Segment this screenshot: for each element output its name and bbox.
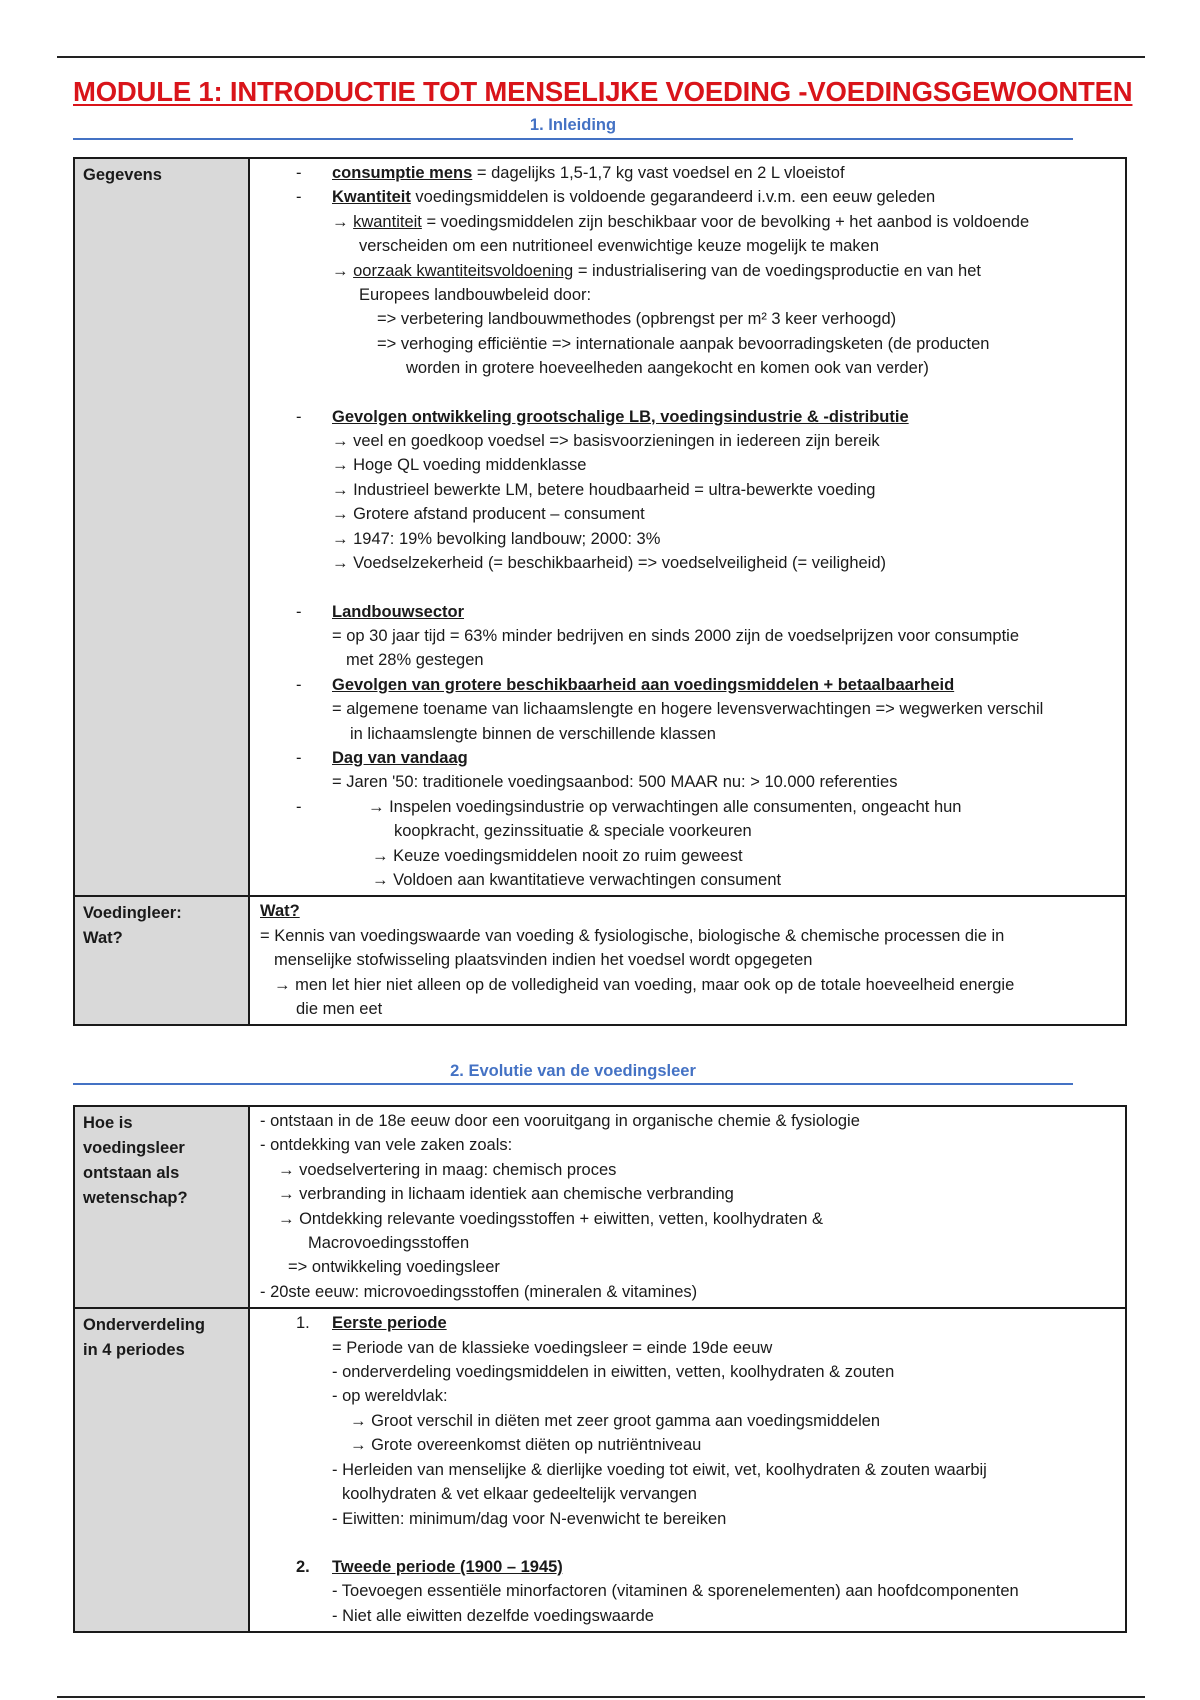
row-label-voedingleer: Voedingleer: Wat? xyxy=(74,896,249,1025)
section-underline xyxy=(73,1083,1073,1085)
arrow-icon: → xyxy=(332,554,349,573)
list-item: → Voedselzekerheid (= beschikbaarheid) => voedselveiligheid (= veiligheid) xyxy=(332,554,887,573)
ontstaan-content xyxy=(249,1106,1126,1308)
arrow-icon: → xyxy=(278,1160,295,1179)
top-rule xyxy=(57,56,1145,58)
list-item-cont: koopkracht, gezinssituatie & speciale voorkeuren xyxy=(394,822,752,841)
list-item: = op 30 jaar tijd = 63% minder bedrijven en sinds 2000 zijn de voedselprijzen voor consumptie xyxy=(332,626,1019,645)
list-item: = algemene toename van lichaamslengte en hogere levensverwachtingen => wegwerken verschil xyxy=(332,700,1044,719)
list-item: => ontwikkeling voedingsleer xyxy=(288,1258,500,1277)
list-item: → oorzaak kwantiteitsvoldoening = industrialisering van de voedingsproductie en van het xyxy=(332,261,981,280)
list-item: → Grote overeenkomst diëten op nutriëntniveau xyxy=(350,1436,702,1455)
arrow-icon: → xyxy=(332,529,349,548)
arrow-icon: → xyxy=(332,480,349,499)
bottom-rule xyxy=(57,1696,1145,1698)
list-item: → voedselvertering in maag: chemisch proces xyxy=(278,1160,617,1179)
list-item: = Jaren '50: traditionele voedingsaanbod: 500 MAAR nu: > 10.000 referenties xyxy=(332,773,898,792)
arrow-icon: → xyxy=(332,212,349,231)
list-item-cont: verscheiden om een nutritioneel evenwichtige keuze mogelijk te maken xyxy=(359,237,880,256)
list-item: → Industrieel bewerkte LM, betere houdbaarheid = ultra-bewerkte voeding xyxy=(332,480,876,499)
row-label-gegevens: Gegevens xyxy=(74,158,249,896)
list-item: → Ontdekking relevante voedingsstoffen + eiwitten, vetten, koolhydraten & xyxy=(278,1209,823,1228)
list-item-cont: die men eet xyxy=(296,1000,383,1018)
list-item: - ontdekking van vele zaken zoals: xyxy=(260,1136,513,1155)
voedingleer-content xyxy=(249,896,1126,1025)
onderverdeling-content xyxy=(249,1308,1126,1632)
list-item: - Toevoegen essentiële minorfactoren (vitaminen & sporenelementen) aan hoofdcomponenten xyxy=(332,1582,1019,1601)
list-item: 1. Eerste periode xyxy=(296,1314,447,1333)
list-item-cont: in lichaamslengte binnen de verschillende klassen xyxy=(350,724,716,743)
list-item: - op wereldvlak: xyxy=(332,1387,448,1406)
list-item: → Grotere afstand producent – consument xyxy=(332,505,645,524)
list-item: → Voldoen aan kwantitatieve verwachtingen consument xyxy=(372,870,782,889)
list-item: - 20ste eeuw: microvoedingsstoffen (mineralen & vitamines) xyxy=(260,1282,698,1301)
list-item: → men let hier niet alleen op de volledigheid van voeding, maar ook op de totale hoeveelheid energie xyxy=(274,975,1015,994)
section-title-evolutie: 2. Evolutie van de voedingsleer xyxy=(450,1062,696,1080)
list-item: → veel en goedkoop voedsel => basisvoorzieningen in iedereen zijn bereik xyxy=(332,432,880,451)
list-item: → 1947: 19% bevolking landbouw; 2000: 3% xyxy=(332,529,661,548)
list-item: - onderverdeling voedingsmiddelen in eiwitten, vetten, koolhydraten & zouten xyxy=(332,1363,895,1382)
list-item-cont: Macrovoedingsstoffen xyxy=(308,1234,470,1253)
list-item: - Landbouwsector xyxy=(296,602,465,621)
page-title: MODULE 1: INTRODUCTIE TOT MENSELIJKE VOEDING -VOEDINGSGEWOONTEN xyxy=(73,76,1133,107)
list-item: = Periode van de klassieke voedingsleer = einde 19de eeuw xyxy=(332,1338,773,1357)
arrow-icon: → xyxy=(274,975,291,994)
list-item: => verhoging efficiëntie => internationale aanpak bevoorradingsketen (de producten xyxy=(377,334,990,353)
list-item: - Gevolgen van grotere beschikbaarheid aan voedingsmiddelen + betaalbaarheid xyxy=(296,675,955,694)
list-item: = Kennis van voedingswaarde van voeding & fysiologische, biologische & chemische processen die in xyxy=(260,926,1005,945)
list-item: → Keuze voedingsmiddelen nooit zo ruim geweest xyxy=(372,846,743,865)
list-item: => verbetering landbouwmethodes (opbrengst per m² 3 keer verhoogd) xyxy=(377,310,897,329)
list-item: → verbranding in lichaam identiek aan chemische verbranding xyxy=(278,1185,734,1204)
list-item: Wat? xyxy=(260,902,300,921)
arrow-icon: → xyxy=(332,505,349,524)
list-item: - ontstaan in de 18e eeuw door een vooruitgang in organische chemie & fysiologie xyxy=(260,1112,860,1130)
arrow-icon: → xyxy=(332,432,349,451)
list-item: - consumptie mens = dagelijks 1,5-1,7 kg vast voedsel en 2 L vloeistof xyxy=(296,164,845,182)
arrow-icon: → xyxy=(350,1436,367,1455)
list-item-cont: Europees landbouwbeleid door: xyxy=(359,286,592,305)
list-item-cont: worden in grotere hoeveelheden aangekocht en komen ook van verder) xyxy=(406,359,929,378)
arrow-icon: → xyxy=(372,846,389,865)
evolutie-table xyxy=(73,1105,1127,1633)
section-title-inleiding: 1. Inleiding xyxy=(529,116,617,134)
list-item: → Hoge QL voeding middenklasse xyxy=(332,456,587,475)
list-item: - Eiwitten: minimum/dag voor N-evenwicht te bereiken xyxy=(332,1509,727,1528)
inleiding-table xyxy=(73,157,1127,1026)
gegevens-content xyxy=(249,158,1126,896)
arrow-icon: → xyxy=(350,1411,367,1430)
list-item-cont: menselijke stofwisseling plaatsvinden indien het voedsel wordt opgegeten xyxy=(274,951,813,970)
list-item-cont: koolhydraten & vet elkaar gedeeltelijk vervangen xyxy=(342,1485,697,1504)
list-item: → kwantiteit = voedingsmiddelen zijn beschikbaar voor de bevolking + het aanbod is voldoende xyxy=(332,212,1030,231)
row-label-onderverdeling: Onderverdeling in 4 periodes xyxy=(74,1308,249,1632)
list-item: 2. Tweede periode (1900 – 1945) xyxy=(296,1557,563,1576)
list-item: - → Inspelen voedingsindustrie op verwachtingen alle consumenten, ongeacht hun xyxy=(296,797,962,816)
arrow-icon: → xyxy=(332,456,349,475)
arrow-icon: → xyxy=(372,870,389,889)
list-item: - Gevolgen ontwikkeling grootschalige LB, voedingsindustrie & -distributie xyxy=(296,407,909,426)
arrow-icon: → xyxy=(278,1209,295,1228)
list-item: → Groot verschil in diëten met zeer groot gamma aan voedingsmiddelen xyxy=(350,1411,881,1430)
arrow-icon: → xyxy=(332,261,349,280)
arrow-icon: → xyxy=(278,1185,295,1204)
list-item: - Kwantiteit voedingsmiddelen is voldoende gegarandeerd i.v.m. een eeuw geleden xyxy=(296,188,936,207)
list-item: - Dag van vandaag xyxy=(296,748,468,767)
arrow-icon: → xyxy=(368,797,385,816)
row-label-ontstaan: Hoe is voedingsleer ontstaan als wetenschap? xyxy=(74,1106,249,1308)
list-item-cont: met 28% gestegen xyxy=(346,651,484,670)
list-item: - Niet alle eiwitten dezelfde voedingswaarde xyxy=(332,1606,654,1625)
section-underline xyxy=(73,138,1073,140)
list-item: - Herleiden van menselijke & dierlijke voeding tot eiwit, vet, koolhydraten & zouten waarbij xyxy=(332,1460,987,1479)
